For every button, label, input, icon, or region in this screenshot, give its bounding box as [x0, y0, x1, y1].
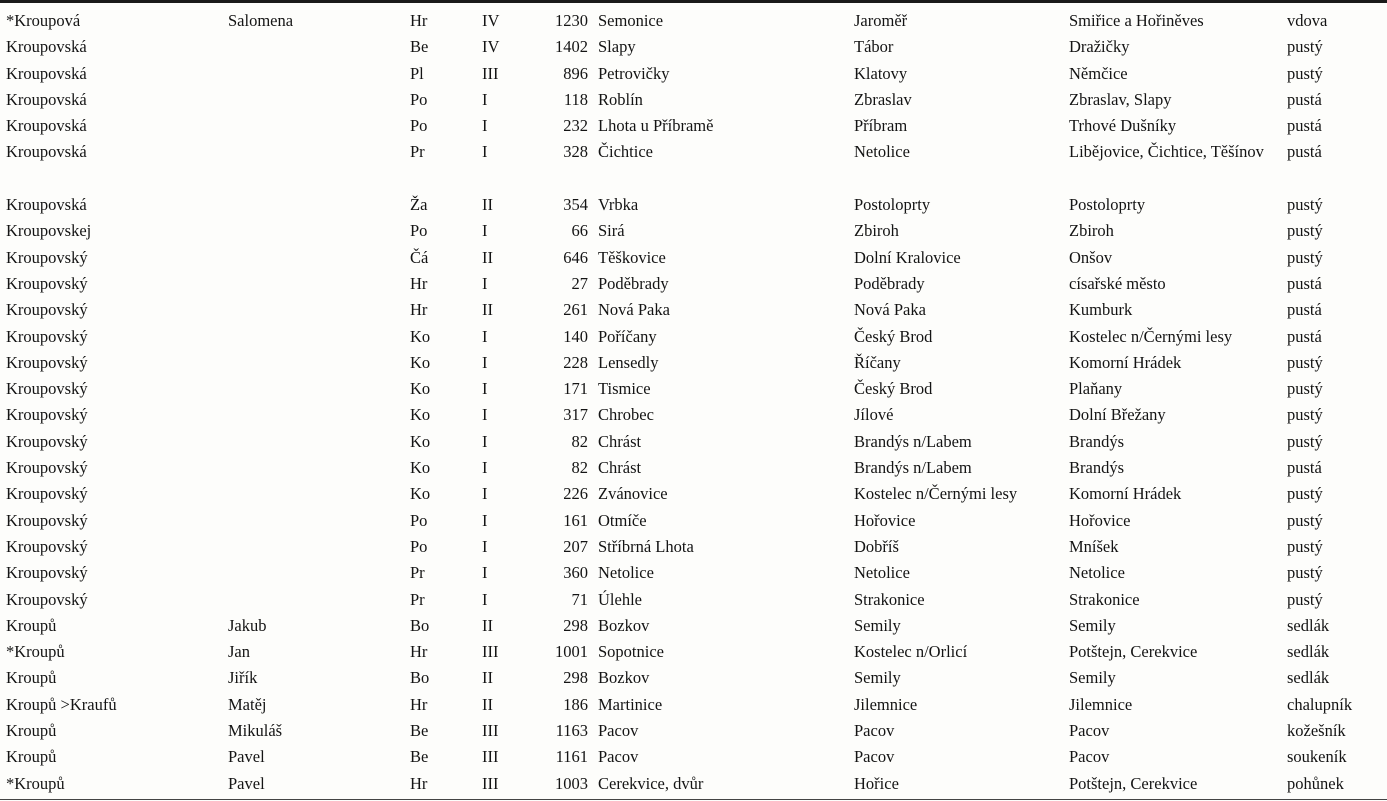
table-row: [0, 534, 1387, 560]
table-row: [0, 560, 1387, 586]
table-row: [0, 8, 1387, 34]
cell-region: Ko: [410, 379, 431, 399]
cell-surname: Kroupovská: [6, 116, 87, 136]
cell-region: Ko: [410, 431, 431, 451]
cell-class: III: [482, 773, 499, 793]
cell-village: Pacov: [598, 747, 639, 767]
cell-no: 646: [563, 247, 588, 267]
cell-surname: Kroupovský: [6, 326, 88, 346]
table-row: [0, 324, 1387, 350]
cell-no: 354: [563, 195, 588, 215]
cell-district: Brandýs n/Labem: [854, 458, 972, 478]
cell-district: Pacov: [854, 721, 895, 741]
cell-status: pustý: [1287, 247, 1323, 267]
cell-name: [228, 402, 410, 428]
cell-village: Těškovice: [598, 247, 666, 267]
cell-estate: Zbraslav, Slapy: [1069, 89, 1172, 109]
cell-status: sedlák: [1287, 668, 1330, 688]
cell-surname: Kroupů >Kraufů: [6, 694, 117, 714]
cell-district: Netolice: [854, 563, 910, 583]
table-row: [0, 771, 1387, 797]
cell-no: 298: [563, 668, 588, 688]
cell-region: Be: [410, 37, 429, 57]
table-row: [0, 350, 1387, 376]
cell-class: III: [482, 721, 499, 741]
cell-district: Postoloprty: [854, 195, 931, 215]
table-row: [0, 271, 1387, 297]
cell-name: Jan: [228, 642, 250, 662]
cell-region: Po: [410, 89, 428, 109]
cell-region: Hr: [410, 773, 428, 793]
cell-district: Nová Paka: [854, 300, 926, 320]
cell-no: 27: [571, 273, 588, 293]
cell-village: Pacov: [598, 721, 639, 741]
table-row: [0, 87, 1387, 113]
cell-region: Po: [410, 116, 428, 136]
cell-village: Semonice: [598, 11, 664, 30]
cell-name: [228, 534, 410, 560]
cell-no: 1161: [555, 747, 588, 767]
cell-no: 896: [563, 63, 588, 83]
cell-village: Roblín: [598, 89, 643, 109]
cell-class: I: [482, 352, 488, 372]
cell-no: 161: [563, 510, 588, 530]
cell-surname: Kroupovská: [6, 142, 87, 162]
cell-estate: Brandýs: [1069, 431, 1124, 451]
cell-estate: Dolní Břežany: [1069, 405, 1166, 425]
cell-class: I: [482, 431, 488, 451]
cell-no: 298: [563, 615, 588, 635]
table-row: [0, 718, 1387, 744]
table-row: [0, 692, 1387, 718]
table-row: [0, 639, 1387, 665]
cell-name: [228, 61, 410, 87]
cell-district: Poděbrady: [854, 273, 925, 293]
cell-estate: Kostelec n/Černými lesy: [1069, 326, 1233, 346]
cell-class: I: [482, 379, 488, 399]
table-row: [0, 587, 1387, 613]
register-table: [0, 8, 1387, 797]
cell-region: Čá: [410, 247, 429, 267]
cell-surname: Kroupovskej: [6, 221, 92, 241]
cell-village: Stříbrná Lhota: [598, 536, 694, 556]
cell-name: [228, 297, 410, 323]
table-row: [0, 665, 1387, 691]
cell-region: Be: [410, 721, 429, 741]
cell-status: pustý: [1287, 510, 1323, 530]
cell-surname: *Kroupů: [6, 642, 65, 662]
cell-village: Slapy: [598, 37, 636, 57]
cell-estate: Němčice: [1069, 63, 1128, 83]
cell-name: [228, 560, 410, 586]
cell-village: Netolice: [598, 563, 654, 583]
cell-estate: Plaňany: [1069, 379, 1123, 399]
table-row: [0, 455, 1387, 481]
cell-district: Český Brod: [854, 326, 933, 346]
cell-no: 207: [563, 536, 588, 556]
cell-village: Chrást: [598, 458, 642, 478]
cell-surname: Kroupovský: [6, 589, 88, 609]
cell-surname: Kroupů: [6, 615, 57, 635]
cell-village: Lhota u Příbramě: [598, 116, 714, 136]
cell-surname: Kroupů: [6, 668, 57, 688]
cell-district: Semily: [854, 615, 901, 635]
cell-surname: Kroupovský: [6, 458, 88, 478]
cell-class: I: [482, 221, 488, 241]
cell-village: Zvánovice: [598, 484, 668, 504]
cell-district: Pacov: [854, 747, 895, 767]
cell-name: [228, 34, 410, 60]
cell-estate: Mníšek: [1069, 536, 1119, 556]
cell-no: 82: [571, 431, 588, 451]
cell-status: pustá: [1287, 116, 1322, 136]
cell-no: 71: [571, 589, 588, 609]
cell-surname: Kroupovský: [6, 352, 88, 372]
cell-region: Ža: [410, 195, 428, 215]
cell-surname: Kroupovský: [6, 563, 88, 583]
cell-district: Dolní Kralovice: [854, 247, 961, 267]
cell-estate: Jilemnice: [1069, 694, 1133, 714]
cell-village: Sopotnice: [598, 642, 664, 662]
cell-region: Ko: [410, 484, 431, 504]
cell-region: Be: [410, 747, 429, 767]
cell-village: Lensedly: [598, 352, 659, 372]
cell-status: pustý: [1287, 195, 1323, 215]
cell-region: Ko: [410, 405, 431, 425]
cell-surname: Kroupovský: [6, 536, 88, 556]
cell-estate: Smiřice a Hořiněves: [1069, 11, 1204, 30]
cell-village: Martinice: [598, 694, 663, 714]
table-row: [0, 34, 1387, 60]
cell-name: [228, 245, 410, 271]
top-rule: [0, 0, 1387, 3]
cell-name: [228, 481, 410, 507]
cell-class: IV: [482, 37, 500, 57]
cell-surname: Kroupovská: [6, 195, 87, 215]
cell-surname: Kroupovský: [6, 484, 88, 504]
cell-status: pustý: [1287, 37, 1323, 57]
cell-village: Cerekvice, dvůr: [598, 773, 704, 793]
cell-region: Po: [410, 510, 428, 530]
cell-no: 140: [563, 326, 588, 346]
cell-no: 1003: [555, 773, 588, 793]
cell-class: II: [482, 615, 493, 635]
table-row: [0, 508, 1387, 534]
cell-estate: císařské město: [1069, 273, 1166, 293]
cell-name: [228, 139, 410, 192]
cell-name: [228, 271, 410, 297]
cell-name: [228, 218, 410, 244]
cell-region: Hr: [410, 273, 428, 293]
cell-district: Zbiroh: [854, 221, 899, 241]
cell-status: chalupník: [1287, 694, 1353, 714]
cell-village: Bozkov: [598, 668, 650, 688]
cell-no: 171: [563, 379, 588, 399]
cell-surname: Kroupovská: [6, 63, 87, 83]
cell-district: Jaroměř: [854, 11, 908, 30]
cell-class: II: [482, 247, 493, 267]
table-row: [0, 613, 1387, 639]
cell-no: 261: [563, 300, 588, 320]
cell-status: pustá: [1287, 89, 1322, 109]
cell-region: Hr: [410, 694, 428, 714]
cell-class: I: [482, 563, 488, 583]
cell-district: Jílové: [854, 405, 894, 425]
cell-class: I: [482, 273, 488, 293]
cell-region: Pr: [410, 589, 425, 609]
cell-district: Hořice: [854, 773, 899, 793]
cell-class: II: [482, 694, 493, 714]
cell-surname: Kroupovský: [6, 273, 88, 293]
cell-status: soukeník: [1287, 747, 1347, 767]
cell-name: [228, 587, 410, 613]
register-body: [0, 8, 1387, 797]
cell-district: Kostelec n/Černými lesy: [854, 484, 1018, 504]
cell-surname: Kroupů: [6, 747, 57, 767]
cell-no: 228: [563, 352, 588, 372]
cell-name: [228, 429, 410, 455]
cell-surname: Kroupovský: [6, 247, 88, 267]
cell-class: I: [482, 589, 488, 609]
cell-name: [228, 192, 410, 218]
cell-class: III: [482, 642, 499, 662]
cell-estate: Trhové Dušníky: [1069, 116, 1177, 136]
cell-no: 82: [571, 458, 588, 478]
cell-district: Brandýs n/Labem: [854, 431, 972, 451]
cell-status: sedlák: [1287, 615, 1330, 635]
cell-district: Tábor: [854, 37, 894, 57]
cell-status: pustý: [1287, 431, 1323, 451]
table-row: [0, 297, 1387, 323]
table-row: [0, 113, 1387, 139]
cell-region: Ko: [410, 352, 431, 372]
cell-surname: Kroupovská: [6, 89, 87, 109]
cell-class: I: [482, 116, 488, 136]
cell-name: [228, 324, 410, 350]
table-row: [0, 218, 1387, 244]
cell-status: pustá: [1287, 300, 1322, 320]
cell-class: I: [482, 142, 488, 162]
cell-status: pustá: [1287, 458, 1322, 478]
cell-region: Po: [410, 221, 428, 241]
cell-estate: Postoloprty: [1069, 195, 1146, 215]
cell-no: 317: [563, 405, 588, 425]
cell-status: pustý: [1287, 536, 1323, 556]
cell-class: III: [482, 63, 499, 83]
cell-district: Dobříš: [854, 536, 899, 556]
cell-surname: Kroupovský: [6, 379, 88, 399]
cell-surname: Kroupů: [6, 721, 57, 741]
cell-no: 226: [563, 484, 588, 504]
cell-name: [228, 350, 410, 376]
cell-village: Vrbka: [598, 195, 639, 215]
cell-district: Kostelec n/Orlicí: [854, 642, 968, 662]
cell-no: 328: [563, 142, 588, 162]
cell-class: II: [482, 300, 493, 320]
cell-estate: Pacov: [1069, 721, 1110, 741]
cell-surname: *Kroupová: [6, 11, 81, 30]
cell-village: Otmíče: [598, 510, 647, 530]
cell-surname: Kroupovský: [6, 431, 88, 451]
cell-district: Strakonice: [854, 589, 925, 609]
cell-district: Jilemnice: [854, 694, 918, 714]
cell-estate: Komorní Hrádek: [1069, 352, 1182, 372]
cell-name: [228, 113, 410, 139]
cell-estate: Semily: [1069, 668, 1116, 688]
cell-class: II: [482, 195, 493, 215]
cell-region: Pr: [410, 563, 425, 583]
cell-class: IV: [482, 11, 500, 30]
table-row: [0, 744, 1387, 770]
cell-name: [228, 455, 410, 481]
cell-region: Po: [410, 536, 428, 556]
cell-class: I: [482, 484, 488, 504]
cell-estate: Libějovice, Čichtice, Těšínov: [1069, 142, 1264, 162]
cell-class: II: [482, 668, 493, 688]
cell-status: pustý: [1287, 352, 1323, 372]
cell-village: Petrovičky: [598, 63, 670, 83]
cell-name: Salomena: [228, 11, 294, 30]
cell-no: 1230: [555, 11, 588, 30]
cell-class: I: [482, 326, 488, 346]
cell-village: Čichtice: [598, 142, 653, 162]
cell-status: pustý: [1287, 379, 1323, 399]
cell-no: 118: [563, 89, 588, 109]
table-row: [0, 192, 1387, 218]
cell-district: Příbram: [854, 116, 908, 136]
cell-name: Matěj: [228, 694, 267, 714]
cell-village: Tismice: [598, 379, 651, 399]
cell-region: Ko: [410, 458, 431, 478]
cell-region: Hr: [410, 11, 428, 30]
table-row: [0, 402, 1387, 428]
cell-no: 66: [571, 221, 588, 241]
cell-estate: Kumburk: [1069, 300, 1133, 320]
cell-estate: Dražičky: [1069, 37, 1130, 57]
cell-no: 232: [563, 116, 588, 136]
cell-region: Pr: [410, 142, 425, 162]
cell-estate: Zbiroh: [1069, 221, 1114, 241]
cell-surname: Kroupovský: [6, 300, 88, 320]
cell-name: Jiřík: [228, 668, 258, 688]
cell-surname: Kroupovská: [6, 37, 87, 57]
cell-no: 360: [563, 563, 588, 583]
table-row: [0, 61, 1387, 87]
cell-status: kožešník: [1287, 721, 1346, 741]
cell-village: Chrást: [598, 431, 642, 451]
cell-surname: Kroupovský: [6, 405, 88, 425]
cell-no: 1163: [555, 721, 588, 741]
cell-status: pustý: [1287, 484, 1323, 504]
table-row: [0, 245, 1387, 271]
cell-surname: Kroupovský: [6, 510, 88, 530]
cell-region: Hr: [410, 642, 428, 662]
cell-status: vdova: [1287, 11, 1328, 30]
cell-district: Semily: [854, 668, 901, 688]
cell-district: Český Brod: [854, 379, 933, 399]
cell-status: pohůnek: [1287, 773, 1344, 793]
cell-class: I: [482, 536, 488, 556]
cell-estate: Potštejn, Cerekvice: [1069, 642, 1198, 662]
cell-estate: Semily: [1069, 615, 1116, 635]
cell-village: Nová Paka: [598, 300, 670, 320]
cell-status: pustý: [1287, 563, 1323, 583]
table-row: [0, 376, 1387, 402]
cell-name: [228, 376, 410, 402]
cell-status: pustý: [1287, 405, 1323, 425]
cell-village: Chrobec: [598, 405, 654, 425]
cell-status: pustý: [1287, 221, 1323, 241]
cell-class: I: [482, 405, 488, 425]
bottom-rule: [0, 799, 1387, 800]
cell-estate: Potštejn, Cerekvice: [1069, 773, 1198, 793]
cell-name: [228, 87, 410, 113]
table-row: [0, 481, 1387, 507]
cell-name: Jakub: [228, 615, 267, 635]
table-row: [0, 139, 1387, 192]
cell-status: pustý: [1287, 63, 1323, 83]
cell-name: Pavel: [228, 773, 265, 793]
cell-class: I: [482, 458, 488, 478]
cell-district: Zbraslav: [854, 89, 912, 109]
cell-no: 1402: [555, 37, 588, 57]
cell-estate: Strakonice: [1069, 589, 1140, 609]
cell-status: sedlák: [1287, 642, 1330, 662]
cell-estate: Netolice: [1069, 563, 1125, 583]
cell-district: Říčany: [854, 352, 901, 372]
cell-district: Netolice: [854, 142, 910, 162]
cell-name: Pavel: [228, 747, 265, 767]
cell-region: Ko: [410, 326, 431, 346]
cell-village: Bozkov: [598, 615, 650, 635]
cell-class: I: [482, 510, 488, 530]
cell-district: Klatovy: [854, 63, 908, 83]
table-row: [0, 429, 1387, 455]
cell-estate: Komorní Hrádek: [1069, 484, 1182, 504]
cell-region: Hr: [410, 300, 428, 320]
cell-village: Úlehle: [598, 589, 642, 609]
cell-status: pustá: [1287, 142, 1322, 162]
cell-region: Bo: [410, 668, 430, 688]
cell-name: Mikuláš: [228, 721, 283, 741]
cell-no: 186: [563, 694, 588, 714]
cell-region: Pl: [410, 63, 424, 83]
cell-no: 1001: [555, 642, 588, 662]
cell-village: Sirá: [598, 221, 625, 241]
cell-status: pustá: [1287, 273, 1322, 293]
cell-estate: Brandýs: [1069, 458, 1124, 478]
cell-status: pustý: [1287, 589, 1323, 609]
cell-status: pustá: [1287, 326, 1322, 346]
cell-district: Hořovice: [854, 510, 916, 530]
cell-name: [228, 508, 410, 534]
cell-village: Poříčany: [598, 326, 657, 346]
cell-surname: *Kroupů: [6, 773, 65, 793]
cell-class: I: [482, 89, 488, 109]
cell-class: III: [482, 747, 499, 767]
cell-region: Bo: [410, 615, 430, 635]
cell-village: Poděbrady: [598, 273, 669, 293]
cell-estate: Hořovice: [1069, 510, 1131, 530]
cell-estate: Onšov: [1069, 247, 1113, 267]
cell-estate: Pacov: [1069, 747, 1110, 767]
